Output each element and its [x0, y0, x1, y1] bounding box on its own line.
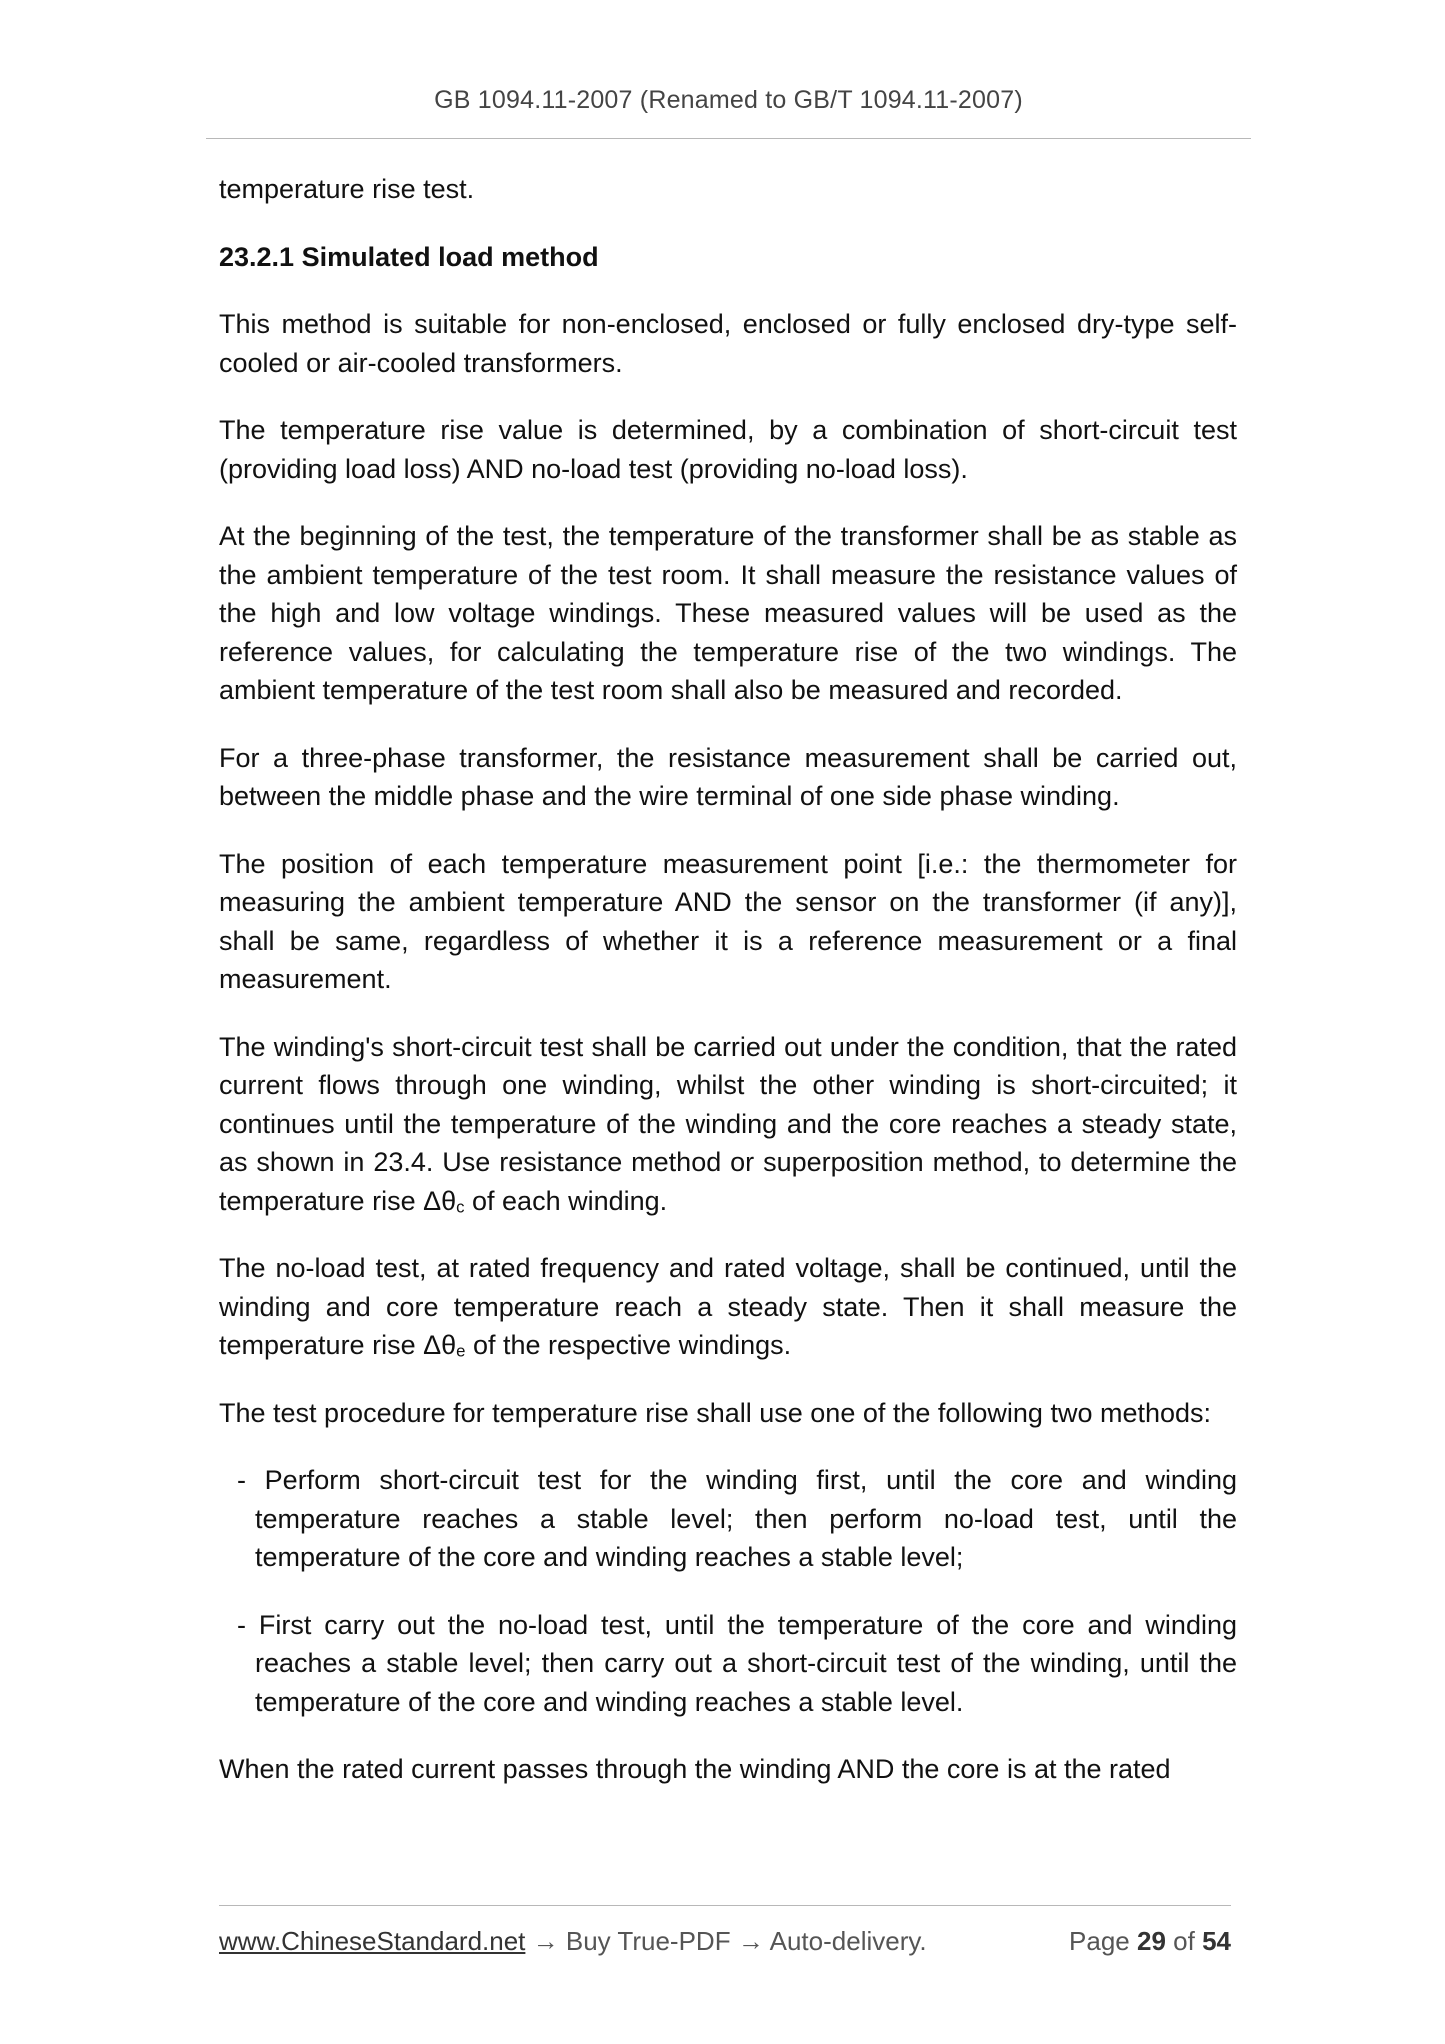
document-body — [219, 170, 1237, 1818]
paragraph: The position of each temperature measurement point [i.e.: the thermometer for measuring the ambient temperature AND the sensor on the transformer (if any)], shall be same, regardless of whether it is a reference measurement or a final measurement. — [219, 848, 1237, 994]
paragraph-text: of the respective windings. — [465, 1330, 792, 1360]
list-item: - First carry out the no-load test, until the temperature of the core and winding reaches a stable level; then carry out a short-circuit test of the winding, until the temperature of the core and winding reaches a stable level. — [237, 1609, 1237, 1717]
paragraph: The temperature rise value is determined, by a combination of short-circuit test (providing load loss) AND no-load test (providing no-load loss). — [219, 415, 1237, 484]
page-number — [1069, 1926, 1231, 1957]
page-footer — [219, 1926, 1231, 1957]
delivery-text: Auto-delivery. — [769, 1926, 927, 1956]
buy-text: Buy True-PDF — [565, 1926, 731, 1956]
list-item: - Perform short-circuit test for the winding first, until the core and winding temperature reaches a stable level; then perform no-load test, until the temperature of the core and winding reaches a stable level; — [237, 1465, 1237, 1572]
paragraph: This method is suitable for non-enclosed, enclosed or fully enclosed dry-type self-cooled or air-cooled transformers. — [219, 309, 1237, 378]
paragraph — [219, 1028, 1237, 1221]
page-header: GB 1094.11-2007 (Renamed to GB/T 1094.11-2007) — [434, 86, 1023, 114]
paragraph: When the rated current passes through the winding AND the core is at the rated — [219, 1754, 1171, 1784]
paragraph-text: The no-load test, at rated frequency and rated voltage, shall be continued, until the winding and core temperature reach a steady state. Then it shall measure the temperature rise Δθ — [219, 1253, 1237, 1360]
paragraph: For a three-phase transformer, the resistance measurement shall be carried out, between the middle phase and the wire terminal of one side phase winding. — [219, 742, 1237, 811]
paragraph — [219, 1249, 1237, 1365]
of-label: of — [1173, 1926, 1195, 1956]
paragraph: The test procedure for temperature rise shall use one of the following two methods: — [219, 1397, 1212, 1428]
current-page: 29 — [1137, 1926, 1166, 1956]
footer-divider — [219, 1905, 1231, 1906]
paragraph: temperature rise test. — [219, 174, 475, 204]
paragraph-text: of each winding. — [464, 1185, 668, 1216]
header-divider — [206, 138, 1251, 139]
total-pages: 54 — [1202, 1926, 1231, 1956]
page-label: Page — [1069, 1926, 1130, 1956]
subscript: e — [456, 1341, 466, 1361]
subscript: c — [456, 1197, 465, 1216]
arrow-icon: → — [737, 1926, 764, 1956]
paragraph: At the beginning of the test, the temperature of the transformer shall be as stable as the ambient temperature of the test room. It shall measure the resistance values of the high and low voltage windings. These measured values will be used as the reference values, for calculating the temperature rise of the two windings. The ambient temperature of the test room shall also be measured and recorded. — [219, 521, 1237, 705]
arrow-icon: → — [532, 1926, 559, 1956]
paragraph-text: The winding's short-circuit test shall be carried out under the condition, that the rated current flows through one winding, whilst the other winding is short-circuited; it continues until the temperature of the winding and the core reaches a steady state, as shown in 23.4. Use resistance method or superposition method, to determine the temperature rise Δθ — [219, 1031, 1237, 1216]
section-heading: 23.2.1 Simulated load method — [219, 241, 599, 272]
website-link[interactable]: www.ChineseStandard.net — [219, 1926, 526, 1956]
